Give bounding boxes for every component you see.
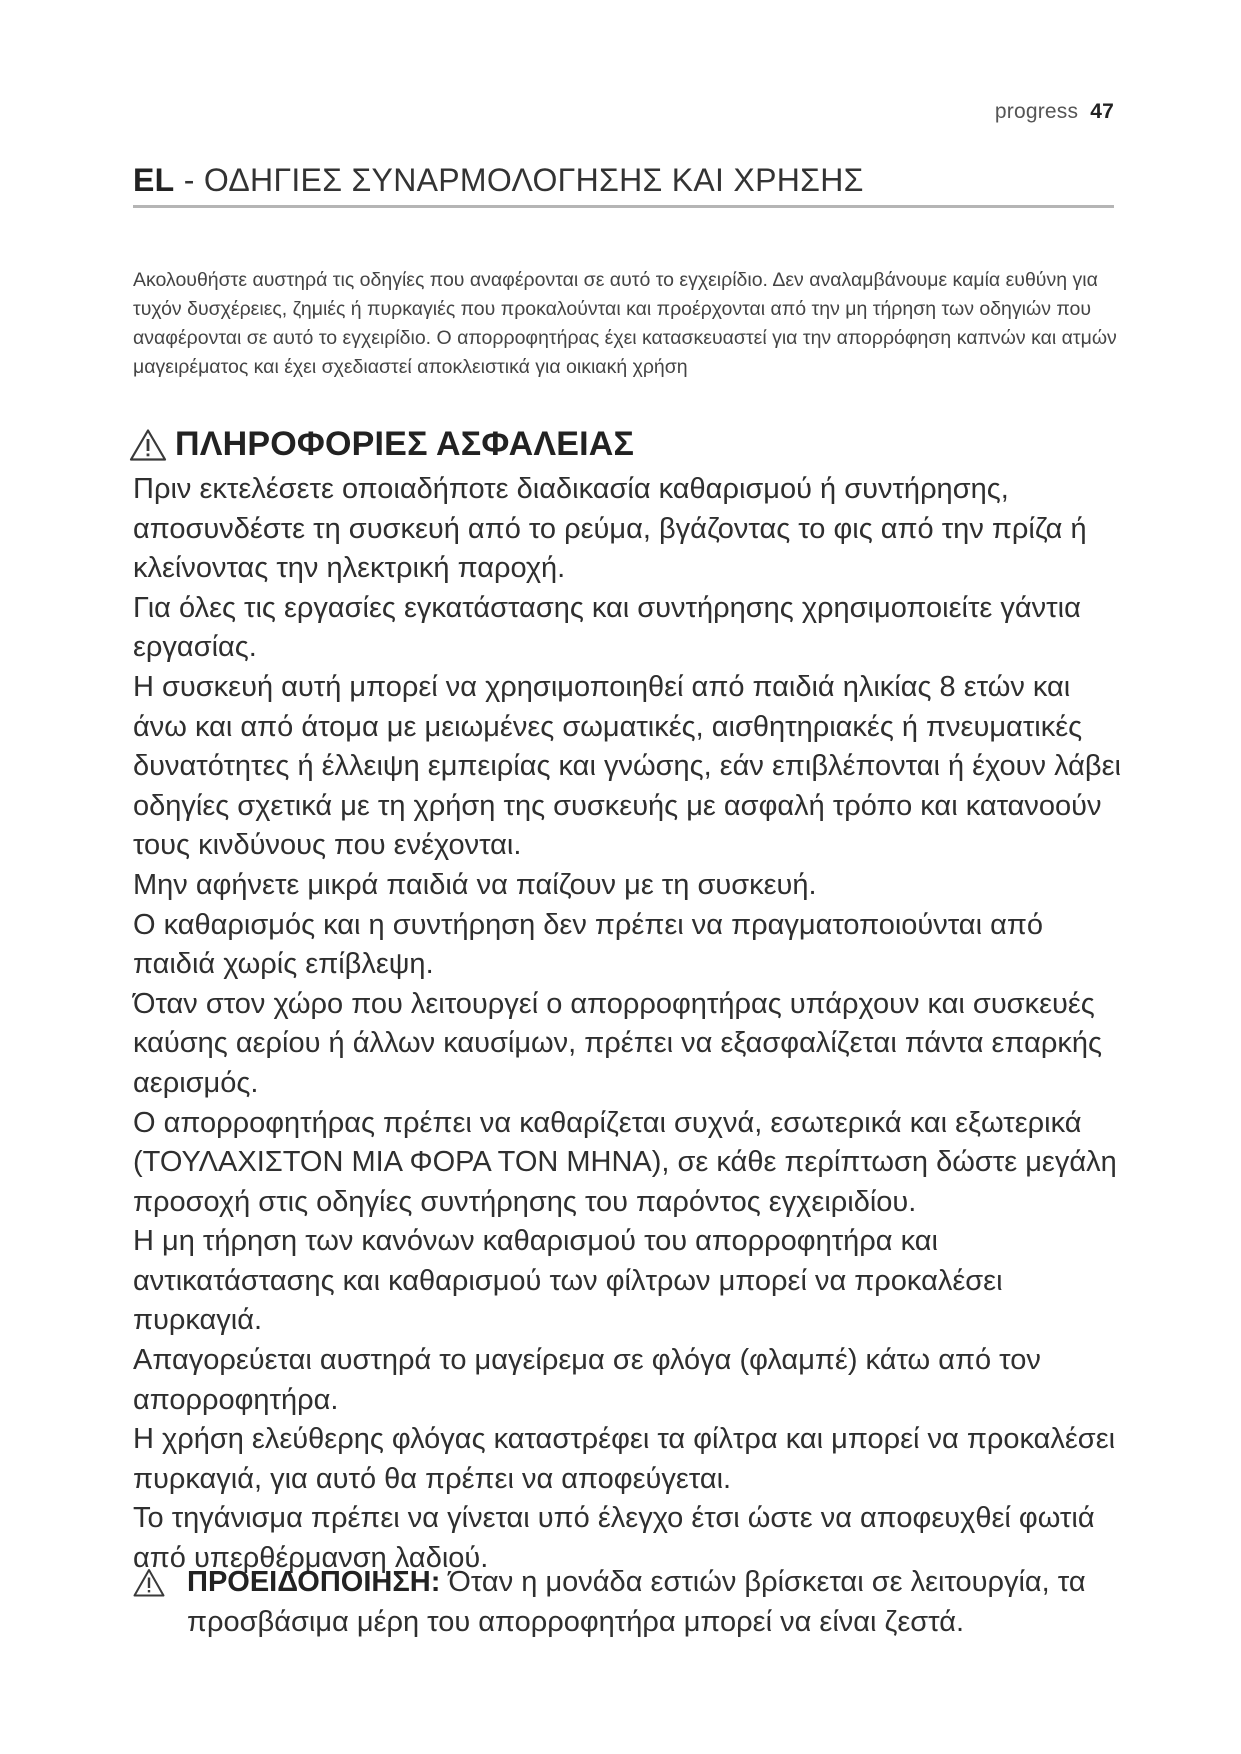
title-block <box>133 162 1114 208</box>
warning-body: Όταν η μονάδα εστιών βρίσκεται σε λειτουργία, τα προσβάσιμα μέρη του απορροφητήρα μπορεί να είναι ζεστά. <box>187 1566 1086 1638</box>
safety-paragraph: Πριν εκτελέσετε οποιαδήποτε διαδικασία καθαρισμού ή συντήρησης, αποσυνδέστε τη συσκευή από το ρεύμα, βγάζοντας το φις από την πρίζα ή κλείνοντας την ηλεκτρική παροχή. <box>133 473 1087 585</box>
title-text: - ΟΔΗΓΙΕΣ ΣΥΝΑΡΜΟΛΟΓΗΣΗΣ ΚΑΙ ΧΡΗΣΗΣ <box>174 162 864 198</box>
warning-triangle-icon <box>129 428 167 462</box>
safety-paragraph: Για όλες τις εργασίες εγκατάστασης και συντήρησης χρησιμοποιείτε γάντια εργασίας. <box>133 591 1081 664</box>
warning-label: ΠΡΟΕΙΔΟΠΟΙΗΣΗ: <box>187 1566 441 1598</box>
safety-heading-text: ΠΛΗΡΟΦΟΡΙΕΣ ΑΣΦΑΛΕΙΑΣ <box>175 425 635 463</box>
safety-paragraph: Όταν στον χώρο που λειτουργεί ο απορροφητήρας υπάρχουν και συσκευές καύσης αερίου ή άλλων καυσίμων, πρέπει να εξασφαλίζεται πάντα επαρκής αερισμός. <box>133 987 1102 1099</box>
intro-paragraph: Ακολουθήστε αυστηρά τις οδηγίες που αναφέρονται σε αυτό το εγχειρίδιο. Δεν αναλαμβάνουμε καμία ευθύνη για τυχόν δυσχέρειες, ζημιές ή πυρκαγιές που προκαλούνται και προέρχονται από την μη τήρηση των οδηγιών που αναφέρονται σε αυτό το εγχειρίδιο. Ο απορροφητήρας έχει κατασκευαστεί για την απορρόφηση καπνών και ατμών μαγειρέματος και έχει σχεδιαστεί αποκλειστικά για οικιακή χρήση <box>133 269 1117 378</box>
language-code: EL <box>133 162 175 198</box>
page-header <box>995 100 1114 124</box>
page-number: 47 <box>1090 100 1114 123</box>
safety-paragraph: Η χρήση ελεύθερης φλόγας καταστρέφει τα φίλτρα και μπορεί να προκαλέσει πυρκαγιά, για αυτό θα πρέπει να αποφεύγεται. <box>133 1423 1116 1495</box>
brand-name: progress <box>994 100 1079 123</box>
warning-notice <box>133 1563 1123 1642</box>
safety-heading <box>129 425 634 464</box>
safety-paragraph: Μην αφήνετε μικρά παιδιά να παίζουν με τη συσκευή. <box>133 868 817 901</box>
safety-paragraph: Απαγορεύεται αυστηρά το μαγείρεμα σε φλόγα (φλαμπέ) κάτω από τον απορροφητήρα. <box>133 1344 1041 1416</box>
page-title <box>133 162 1114 199</box>
safety-paragraph: Η συσκευή αυτή μπορεί να χρησιμοποιηθεί από παιδιά ηλικίας 8 ετών και άνω και από άτομα με μειωμένες σωματικές, αισθητηριακές ή πνευματικές δυνατότητες ή έλλειψη εμπειρίας και γνώσης, εάν επιβλέπονται ή έχουν λάβει οδηγίες σχετικά με τη χρήση της συσκευής με ασφαλή τρόπο και κατανοούν τους κινδύνους που ενέχονται. <box>133 670 1121 862</box>
safety-paragraph: Ο απορροφητήρας πρέπει να καθαρίζεται συχνά, εσωτερικά και εξωτερικά (ΤΟΥΛΑΧΙΣΤΟΝ ΜΙΑ ΦΟΡΑ ΤΟΝ ΜΗΝΑ), σε κάθε περίπτωση δώστε μεγάλη προσοχή στις οδηγίες συντήρησης του παρόντος εγχειριδίου. <box>133 1106 1117 1218</box>
safety-paragraph: Το τηγάνισμα πρέπει να γίνεται υπό έλεγχο έτσι ώστε να αποφευχθεί φωτιά από υπερθέρμανση λαδιού. <box>133 1502 1095 1575</box>
safety-paragraph: Η μη τήρηση των κανόνων καθαρισμού του απορροφητήρα και αντικατάστασης και καθαρισμού των φίλτρων μπορεί να προκαλέσει πυρκαγιά. <box>133 1225 1003 1337</box>
safety-paragraph: Ο καθαρισμός και η συντήρηση δεν πρέπει να πραγματοποιούνται από παιδιά χωρίς επίβλεψη. <box>133 908 1043 981</box>
safety-body <box>133 470 1123 1579</box>
warning-text <box>187 1563 1123 1642</box>
warning-triangle-icon <box>133 1568 165 1598</box>
